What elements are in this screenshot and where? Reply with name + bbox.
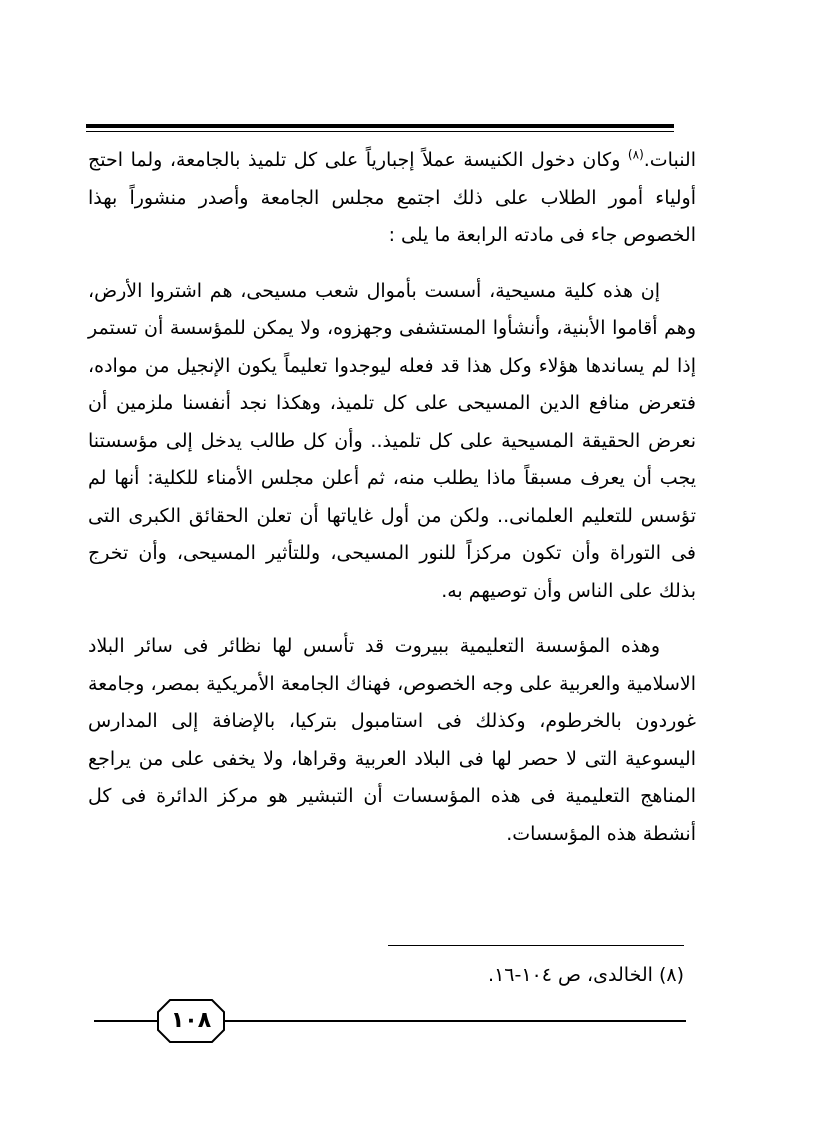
paragraph-2: إن هذه كلية مسيحية، أسست بأموال شعب مسيحى، هم اشتروا الأرض، وهم أقاموا الأبنية، وأنشأوا المستشفى وجهزوه، ولا يمكن للمؤسسة أن تستمر إذا لم يساندها هؤلاء وكل هذا قد فعله ليوجدوا تعليماً يكون الإنجيل من مواده، فتعرض منافع الدين المسيحى على كل تلميذ، وهكذا نجد أنفسنا ملزمين أن نعرض الحقيقة المسيحية على كل تلميذ.. وأن كل طالب يدخل إلى مؤسستنا يجب أن يعرف مسبقاً ماذا يطلب منه، ثم أعلن مجلس الأمناء للكلية: أنها لم تؤسس للتعليم العلمانى.. ولكن من أول غاياتها أن تعلن الحقائق الكبرى التى فى التوراة وأن تكون مركزاً للنور المسيحى، وللتأثير المسيحى، وأن تخرج بذلك على الناس وأن توصيهم به. <box>88 279 696 602</box>
body-text <box>88 142 696 853</box>
paragraph-1-rest: وكان دخول الكنيسة عملاً إجبارياً على كل تلميذ بالجامعة، ولما احتج أولياء أمور الطلاب على ذلك اجتمع مجلس الجامعة وأصدر منشوراً بهذا الخصوص جاء فى مادته الرابعة ما يلى : <box>88 149 696 246</box>
header-rule-thin <box>86 131 674 132</box>
paragraph-1 <box>88 142 696 255</box>
footnote-separator <box>388 945 684 946</box>
paragraph-3: وهذه المؤسسة التعليمية ببيروت قد تأسس لها نظائر فى سائر البلاد الاسلامية والعربية على وجه الخصوص، فهناك الجامعة الأمريكية بمصر، وجامعة غوردون بالخرطوم، وكذلك فى استامبول بتركيا، بالإضافة إلى المدارس اليسوعية التى لا حصر لها فى البلاد العربية وقراها، ولا يخفى على من يراجع المناهج التعليمية فى هذه المؤسسات أن التبشير هو مركز الدائرة فى كل أنشطة هذه المؤسسات. <box>88 635 696 845</box>
page-number-badge <box>156 996 226 1046</box>
paragraph-1-start: النبات. <box>643 149 696 171</box>
footer-rule-left <box>94 1020 158 1022</box>
footnote: (٨) الخالدى، ص ١٠٤-١٦. <box>488 964 684 986</box>
header-rule-thick <box>86 124 674 128</box>
footnote-reference: (٨) <box>627 147 644 162</box>
footer-rule-right <box>224 1020 686 1022</box>
page-number: ١٠٨ <box>170 1008 212 1033</box>
